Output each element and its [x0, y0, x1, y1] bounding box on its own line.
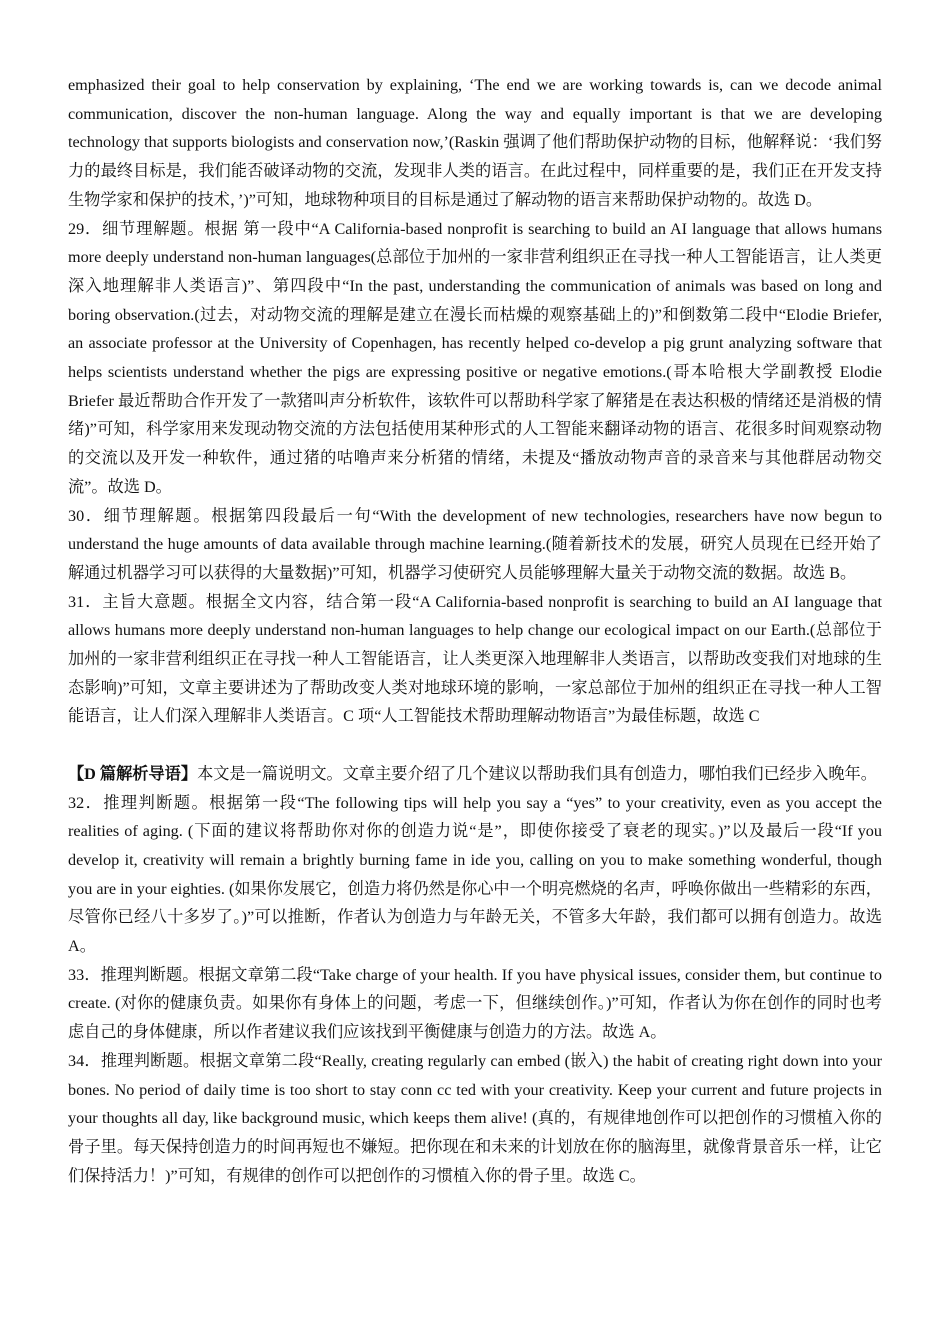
explanation-q34: 34．推理判断题。根据文章第二段“Really, creating regularly can embed (嵌入) the habit of creating right down into your bones. No period of daily time is too short to stay conn cc ted with your creativity. Keep your current and future projects in your thoughts all day, like background music, which keeps them alive! (真的，有规律地创作可以把创作的习惯植入你的骨子里。每天保持创造力的时间再短也不嫌短。把你现在和未来的计划放在你的脑海里，就像背景音乐一样，让它们保持活力！)”可知，有规律的创作可以把创作的习惯植入你的骨子里。故选 C。 [68, 1051, 882, 1185]
explanation-q30: 30．细节理解题。根据第四段最后一句“With the development of new technologies, researchers have now begun to understand the huge amounts of data available through machine learning.(随着新技术的发展，研究人员现在已经开始了解通过机器学习可以获得的大量数据)”可知，机器学习使研究人员能够理解大量关于动物交流的数据。故选 B。 [68, 506, 882, 582]
explanation-q29: 29．细节理解题。根据 第一段中“A California-based nonprofit is searching to build an AI language that allows humans more deeply understand non-human languages(总部位于加州的一家非营利组织正在寻找一种人工智能语言，让人类更深入地理解非人类语言)”、第四段中“In the past, understanding the communication of animals was based on long and boring observation.(过去，对动物交流的理解是建立在漫长而枯燥的观察基础上的)”和倒数第二段中“Elodie Briefer, an associate professor at the University of Copenhagen, has recently helped co-develop a pig grunt analyzing software that helps scientists understand whether the pigs are expressing positive or negative emotions.(哥本哈根大学副教授 Elodie Briefer 最近帮助合作开发了一款猪叫声分析软件，该软件可以帮助科学家了解猪是在表达积极的情绪还是消极的情绪)”可知，科学家用来发现动物交流的方法包括使用某种形式的人工智能来翻译动物的语言、花很多时间观察动物的交流以及开发一种软件，通过猪的咕噜声来分析猪的情绪，未提及“播放动物声音的录音来与其他群居动物交流”。故选 D。 [68, 219, 882, 496]
section-d-intro [68, 760, 882, 789]
section-d-label: 【D 篇解析导语】 [68, 764, 198, 783]
explanation-q31: 31．主旨大意题。根据全文内容，结合第一段“A California-based nonprofit is searching to build an AI language that allows humans more deeply understand non-human languages to help change our ecological impact on our Earth.(总部位于加州的一家非营利组织正在寻找一种人工智能语言，让人类更深入地理解非人类语言，以帮助改变我们对地球的生态影响)”可知，文章主要讲述为了帮助改变人类对地球环境的影响，一家总部位于加州的组织正在寻找一种人工智能语言，让人们深入理解非人类语言。C 项“人工智能技术帮助理解动物语言”为最佳标题，故选 C [68, 592, 882, 726]
section-gap [68, 731, 882, 760]
explanation-q28-continued: emphasized their goal to help conservation by explaining, ‘The end we are working towards is, can we decode animal communication, discover the non-human language. Along the way and equally important is that we are developing technology that supports biologists and conservation now,’(Raskin 强调了他们帮助保护动物的目标，他解释说：‘我们努力的最终目标是，我们能否破译动物的交流，发现非人类的语言。在此过程中，同样重要的是，我们正在开发支持生物学家和保护的技术，’)”可知，地球物种项目的目标是通过了解动物的语言来帮助保护动物的。故选 D。 [68, 76, 882, 209]
explanation-q32: 32．推理判断题。根据第一段“The following tips will help you say a “yes” to your creativity, even as you accept the realities of aging. (下面的建议将帮助你对你的创造力说“是”，即使你接受了衰老的现实。)”以及最后一段“If you develop it, creativity will remain a brightly burning fame in ide you, calling on you to make something wonderful, though you are in your eighties. (如果你发展它，创造力将仍然是你心中一个明亮燃烧的名声，呼唤你做出一些精彩的东西，尽管你已经八十多岁了。)”可以推断，作者认为创造力与年龄无关，不管多大年龄，我们都可以拥有创造力。故选 A。 [68, 793, 882, 956]
answer-explanation-page [68, 71, 882, 1190]
explanation-q33: 33．推理判断题。根据文章第二段“Take charge of your health. If you have physical issues, consider them, but continue to create. (对你的健康负责。如果你有身体上的问题，考虑一下，但继续创作。)”可知，作者认为你在创作的同时也考虑自己的身体健康，所以作者建议我们应该找到平衡健康与创造力的方法。故选 A。 [68, 965, 882, 1042]
section-d-intro-text: 本文是一篇说明文。文章主要介绍了几个建议以帮助我们具有创造力，哪怕我们已经步入晚年。 [197, 764, 877, 783]
